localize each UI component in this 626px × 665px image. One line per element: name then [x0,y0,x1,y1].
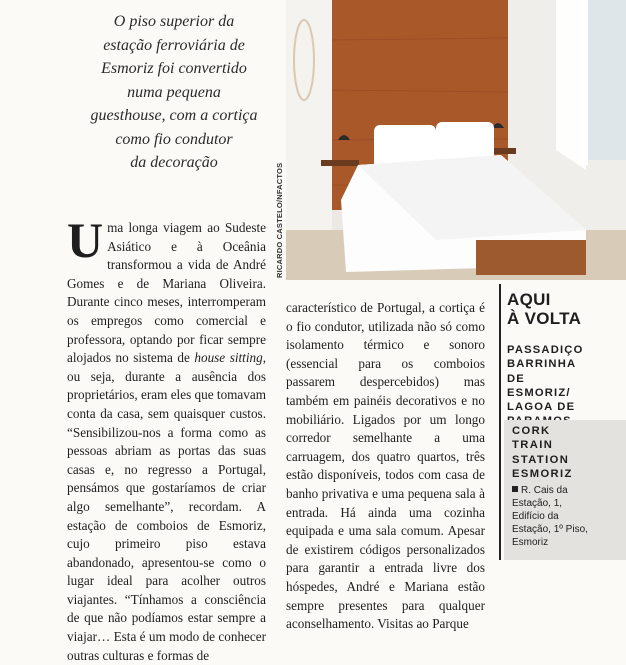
bedroom-illustration [286,0,626,280]
article-column-2 [286,299,485,634]
bedroom-photo [286,0,626,280]
drop-cap: U [67,212,104,268]
pull-quote [72,10,276,175]
sidebar-aqui-a-volta [504,284,626,549]
pull-quote-line: numa pequena [127,83,221,101]
sidebar-title: AQUI À VOLTA [507,290,582,328]
article-paragraph: Uma longa viagem ao Sudeste Asiático e à Oceânia transformou a vida de André Gomes e de Mariana Oliveira. Durante cinco meses, interromperam os empregos como comercial e professora, optando por ficar sempre alojados no sistema de house sitting, ou seja, durante a ausência dos proprietários, eram eles que tomavam conta da casa, sem quaisquer custos. “Sensibilizou-nos a forma como as pessoas abriam as portas das suas casas e, no regresso a Portugal, pensámos que gostaríamos de criar algo semelhante”, recordam. A estação de comboios de Esmoriz, cujo primeiro piso estava abandonado, apresentou-se como o lugar ideal para acolher outros viajantes. “Tínhamos a consciência de que não podíamos estar sempre a viajar… Esta é um modo de conhecer outras culturas e formas de [67,212,266,663]
sidebar-listing [504,420,626,560]
sidebar-rule [499,284,501,560]
article-paragraph: característico de Portugal, a cortiça é o fio condutor, utilizada não só como isolamento térmico e sonoro (essencial para os comboios passarem despercebidos) mas também em painéis decorativos e no mobiliário. Ligados por um longo corredor semelhante a uma carruagem, dos quatro quartos, três estão disponíveis, todos com casa de banho privativa e uma pequena sala à entrada. Há ainda uma cozinha equipada e uma sala comum. Apesar de existirem códigos personalizados para garantir a entrada livre dos hóspedes, André e Mariana estão sempre presentes para qualquer aconselhamento. Visitas ao Parque [286,300,485,632]
article-column-1 [67,212,266,665]
pull-quote-line: guesthouse, com a cortiça [90,107,258,124]
emphasis: house sitting [194,350,263,366]
pull-quote-line: estação ferroviária de [103,36,245,54]
pull-quote-line: O piso superior da [113,13,235,30]
pull-quote-line: como fio condutor [115,130,233,148]
bullet-square-icon [512,486,518,492]
sidebar-subtitle: PASSADIÇO BARRINHA DE ESMORIZ/ LAGOA DE [507,344,584,414]
listing-address: R. Cais da Estação, 1, Edifício da Estação, 1º Piso, Esmoriz [512,485,588,549]
listing-name: CORK TRAIN STATION ESMORIZ [512,425,573,480]
photo-credit: RICARDO CASTELO/NFACTOS [275,162,284,278]
pull-quote-line: Esmoriz foi convertido [101,60,247,77]
pull-quote-line: da decoração [130,154,218,171]
